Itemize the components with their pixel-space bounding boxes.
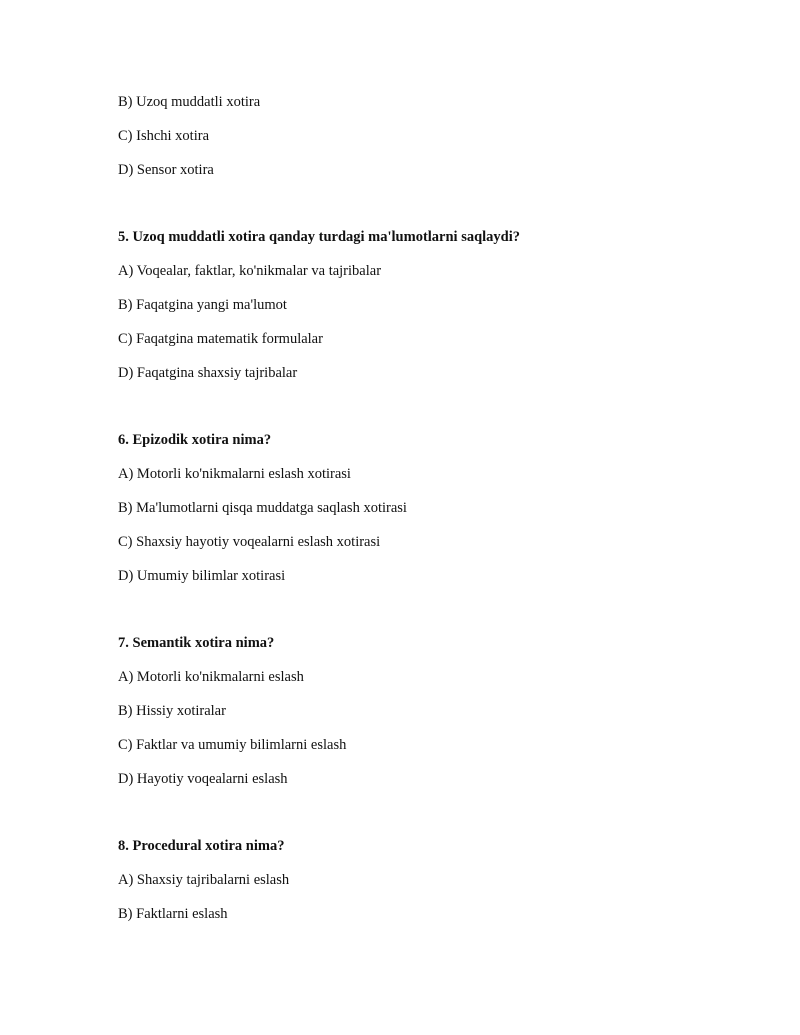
question-block-7 [118,633,738,789]
answer-option: B) Hissiy xotiralar [118,703,226,719]
spacer [118,600,738,633]
answer-option: C) Ishchi xotira [118,128,210,144]
answer-option: B) Uzoq muddatli xotira [118,94,261,110]
answer-option: A) Voqealar, faktlar, ko'nikmalar va tajribalar [118,263,382,279]
spacer [118,194,738,227]
answer-option: A) Motorli ko'nikmalarni eslash xotirasi [118,466,351,482]
answer-option: C) Faktlar va umumiy bilimlarni eslash [118,737,347,753]
spacer [118,397,738,430]
question-text: 6. Epizodik xotira nima? [118,432,272,448]
answer-option: D) Hayotiy voqealarni eslash [118,771,288,787]
question-text: 8. Procedural xotira nima? [118,838,285,854]
document-page [118,92,738,938]
answer-option: C) Faqatgina matematik formulalar [118,331,323,347]
answer-option: D) Sensor xotira [118,162,214,178]
question-block-8 [118,836,738,924]
spacer [118,803,738,836]
answer-option: A) Shaxsiy tajribalarni eslash [118,872,290,888]
question-block-6 [118,430,738,586]
answer-option: A) Motorli ko'nikmalarni eslash [118,669,304,685]
answer-option: D) Faqatgina shaxsiy tajribalar [118,365,298,381]
question-text: 7. Semantik xotira nima? [118,635,275,651]
question-text: 5. Uzoq muddatli xotira qanday turdagi ma'lumotlarni saqlaydi? [118,229,521,245]
answer-option: C) Shaxsiy hayotiy voqealarni eslash xotirasi [118,534,381,550]
question-block-5 [118,227,738,383]
answer-option: B) Faqatgina yangi ma'lumot [118,297,287,313]
answer-option: B) Ma'lumotlarni qisqa muddatga saqlash xotirasi [118,500,407,516]
intro-options [118,92,738,180]
answer-option: D) Umumiy bilimlar xotirasi [118,568,286,584]
answer-option: B) Faktlarni eslash [118,906,228,922]
